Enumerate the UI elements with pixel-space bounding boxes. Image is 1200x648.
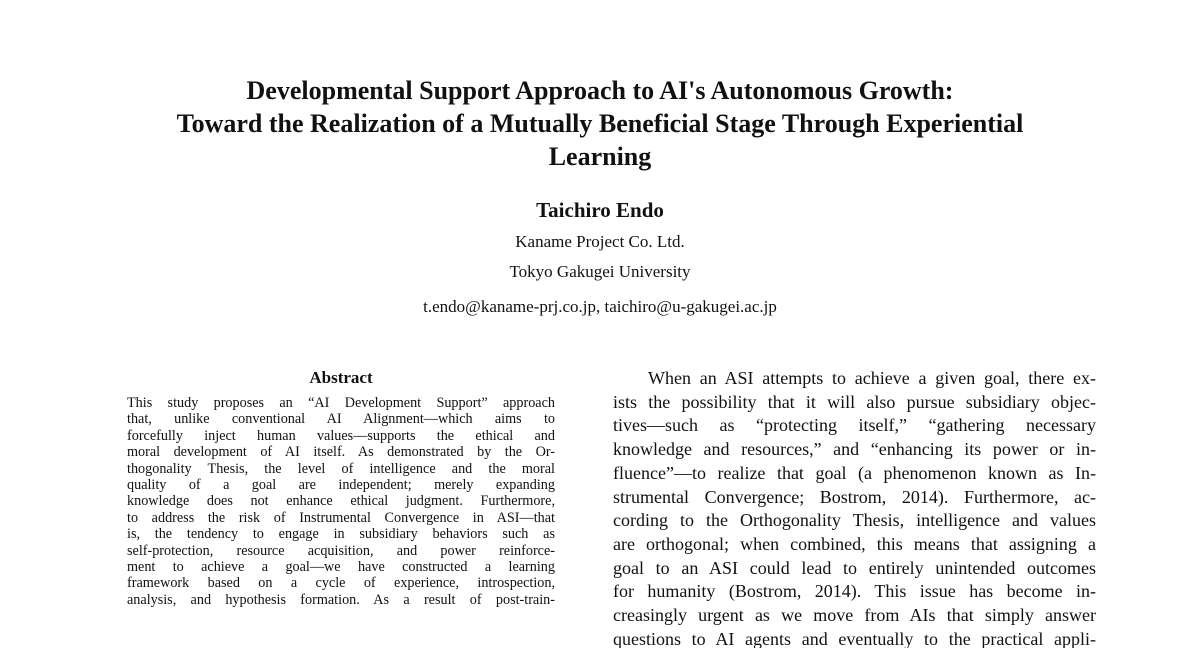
abstract-line: analysis, and hypothesis formation. As a result of post-train- <box>127 591 555 608</box>
affiliation-1: Kaname Project Co. Ltd. <box>515 232 685 251</box>
body-line: for humanity (Bostrom, 2014). This issue has become in- <box>613 581 1096 602</box>
abstract-line: quality of a goal are independent; merely expanding <box>127 477 555 494</box>
title-line-1: Developmental Support Approach to AI's Autonomous Growth: <box>246 76 954 105</box>
abstract-heading: Abstract <box>309 368 373 387</box>
abstract-line: moral development of AI itself. As demonstrated by the Or- <box>127 444 555 461</box>
abstract-line: This study proposes an “AI Development Support” approach <box>127 395 555 411</box>
abstract-line: self-protection, resource acquisition, and power reinforce- <box>127 542 555 559</box>
body-line: creasingly urgent as we move from AIs that simply answer <box>613 605 1096 626</box>
paper-title <box>100 74 1100 173</box>
body-line: goal to an ASI could lead to entirely unintended outcomes <box>613 557 1096 578</box>
body-line: strumental Convergence; Bostrom, 2014). Furthermore, ac- <box>613 486 1096 507</box>
body-line: When an ASI attempts to achieve a given goal, there ex- <box>648 368 1096 388</box>
title-line-3: Learning <box>548 142 652 171</box>
abstract-line: thogonality Thesis, the level of intelligence and the moral <box>127 460 555 477</box>
abstract-line: is, the tendency to engage in subsidiary behaviors such as <box>127 526 555 543</box>
abstract-line: ment to achieve a goal—we have constructed a learning <box>127 559 555 576</box>
abstract-line: forcefully inject human values—supports the ethical and <box>127 427 555 444</box>
abstract-line: framework based on a cycle of experience, introspection, <box>127 575 555 592</box>
abstract-line: knowledge does not enhance ethical judgment. Furthermore, <box>127 493 555 510</box>
left-column <box>127 367 555 608</box>
title-line-2: Toward the Realization of a Mutually Beneficial Stage Through Experiential <box>176 109 1024 138</box>
right-column <box>613 367 1096 648</box>
body-line: cording to the Orthogonality Thesis, intelligence and values <box>613 510 1096 531</box>
author-email: t.endo@kaname-prj.co.jp, taichiro@u-gakugei.ac.jp <box>423 297 777 316</box>
body-line: knowledge and resources,” and “enhancing its power or in- <box>613 439 1096 460</box>
abstract-body <box>127 395 555 608</box>
affiliation-2: Tokyo Gakugei University <box>509 262 691 281</box>
body-line: tives—such as “protecting itself,” “gathering necessary <box>613 415 1096 436</box>
abstract-line: to address the risk of Instrumental Convergence in ASI—that <box>127 509 555 526</box>
abstract-line: that, unlike conventional AI Alignment—which aims to <box>127 411 555 428</box>
body-line: are orthogonal; when combined, this means that assigning a <box>613 533 1096 554</box>
body-line: ists the possibility that it will also pursue subsidiary objec- <box>613 391 1096 412</box>
body-line: questions to AI agents and eventually to the practical appli- <box>613 628 1096 648</box>
body-line: fluence”—to realize that goal (a phenomenon known as In- <box>613 462 1096 483</box>
author-name: Taichiro Endo <box>536 198 664 222</box>
